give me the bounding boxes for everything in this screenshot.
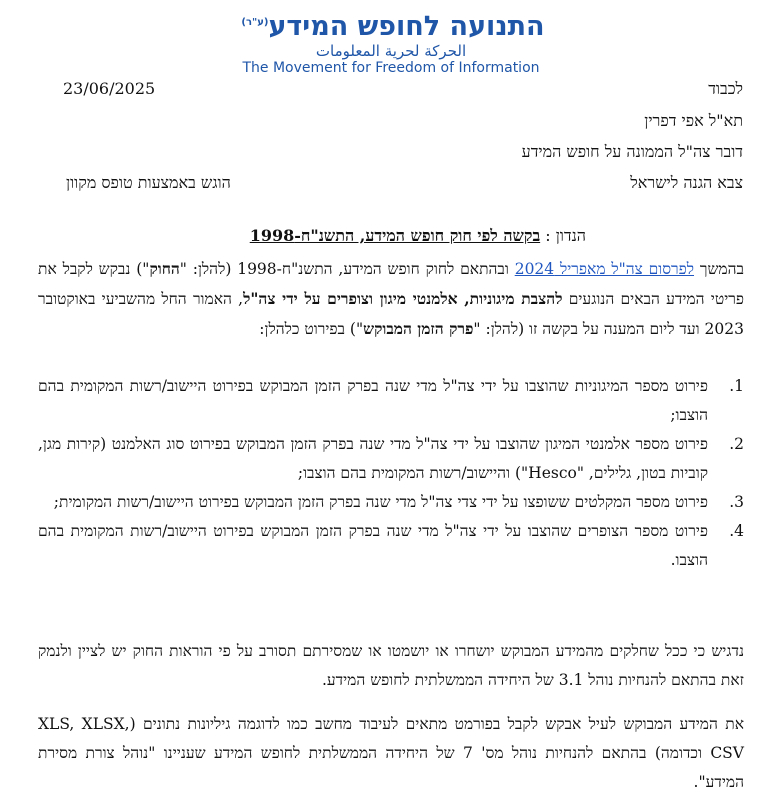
list-item-text: פירוט מספר הצופרים שהוצבו על ידי צה"ל מדי שנה בפרק הזמן המבוקש בפירוט היישוב/רשות המקומית בהם הוצבו.: [38, 522, 708, 569]
letter-date: 23/06/2025: [63, 79, 156, 98]
list-item-number: 3.: [729, 493, 744, 511]
intro-period-term: פרק הזמן המבוקש: [363, 319, 474, 338]
intro-law-term: החוק: [149, 259, 180, 278]
intro-text-4: , האמור החל מהשביעי באוקטובר 2023 ועד ליום המענה על בקשה זו (להלן: ": [38, 290, 744, 338]
logo-hebrew: התנועה לחופש המידע$^{(ע"ר)}$: [241, 11, 545, 42]
format-paragraph: את המידע המבוקש לעיל אבקש לקבל בפורמט מתאים לעיבוד מחשב כמו לדוגמה גיליונות נתונים (XLS, XLSX, CSV וכדומה) בהתאם להנחיות נוהל מס' 7 של היחידה הממשלתית לחופש המידע שעניינו "נוהל צורת מסירת המידע".: [38, 715, 744, 791]
list-item-number: 4.: [729, 522, 744, 540]
subject-text: בקשה לפי חוק חופש המידע, התשנ"ח-1998: [249, 226, 541, 245]
intro-text-3: ") נבקש לקבל את פריטי המידע הבאים הנוגעים: [38, 260, 744, 308]
list-item-number: 2.: [729, 435, 744, 453]
intro-request-topic: להצבת מיגוניות, אלמנטי מיגון וצופרים על ידי צה"ל: [243, 289, 563, 308]
requested-items-list: [38, 372, 744, 575]
list-item-text: פירוט מספר המקלטים ששופצו על ידי צדי צה"ל מדי שנה בפרק הזמן המבוקש בפירוט היישוב/רשות המקומית;: [53, 493, 708, 511]
salutation: לכבוד: [708, 79, 743, 98]
list-item: [38, 488, 744, 517]
recipient-title: דובר צה"ל הממונה על חופש המידע: [521, 142, 743, 161]
list-item-number: 1.: [729, 377, 744, 395]
intro-text-2: ובהתאם לחוק חופש המידע, התשנ"ח-1998 (להלן: ": [179, 260, 515, 278]
subject-line: [250, 226, 586, 246]
list-item-text: פירוט מספר המיגוניות שהוצבו על ידי צה"ל מדי שנה בפרק הזמן המבוקש בפירוט היישוב/רשות המקומית בהם הוצבו;: [38, 377, 708, 424]
list-item-text: פירוט מספר אלמנטי המיגון שהוצבו על ידי צה"ל מדי שנה בפרק הזמן המבוקש בפירוט סוג האלמנט (קירות מגן, קוביות בטון, גלילים, "Hesco") והיישוב/רשות המקומית בהם הוצבו;: [38, 435, 708, 482]
organization-logo: [0, 8, 782, 77]
list-item: [38, 430, 744, 488]
intro-paragraph: [38, 254, 744, 344]
submission-note: הוגש באמצעות טופס מקוון: [66, 173, 231, 192]
list-item: [38, 372, 744, 430]
logo-arabic: الحركة لحرية المعلومات: [315, 42, 467, 60]
logo-english: The Movement for Freedom of Information: [242, 60, 540, 76]
redaction-paragraph: נדגיש כי ככל שחלקים מהמידע המבוקש יושחרו או יושמטו או שמסירתם תסורב על פי הוראות החוק יש לציין ולנמק זאת בהתאם להנחיות נוהל 3.1 של היחידה הממשלתית לחופש המידע.: [38, 642, 744, 689]
intro-text-1: בהמשך: [694, 260, 744, 278]
idf-publication-link[interactable]: לפרסום צה"ל מאפריל 2024: [514, 260, 695, 278]
subject-prefix: הנדון :: [545, 226, 586, 245]
intro-text-5: ") בפירוט כלהלן:: [259, 320, 364, 338]
list-item: [38, 517, 744, 575]
organization-name: צבא הגנה לישראל: [630, 173, 743, 192]
recipient-name: תא"ל אפי דפרין: [644, 111, 743, 130]
logo-registered-mark: (ע"ר): [241, 17, 269, 28]
